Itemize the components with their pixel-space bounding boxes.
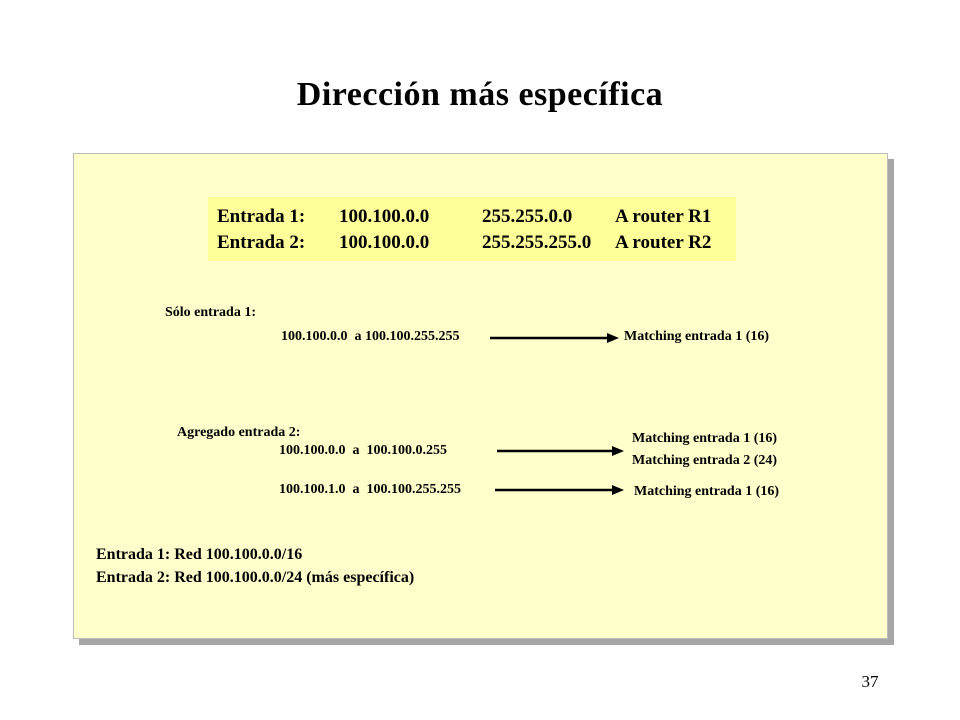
summary-line-2: Entrada 2: Red 100.100.0.0/24 (más específica) (96, 569, 415, 586)
entry-1-target: A router R1 (615, 206, 712, 227)
case1-range: 100.100.0.0 a 100.100.255.255 (281, 329, 460, 344)
case2-result-a2: Matching entrada 2 (24) (632, 453, 778, 468)
case2-arrow-b (495, 484, 625, 496)
case1-result: Matching entrada 1 (16) (624, 329, 770, 344)
entry-2-network: 100.100.0.0 (339, 232, 430, 253)
entry-1-label: Entrada 1: (217, 206, 306, 227)
entry-1-mask: 255.255.0.0 (482, 206, 573, 227)
summary-line-1: Entrada 1: Red 100.100.0.0/16 (96, 546, 303, 563)
case2-range-b: 100.100.1.0 a 100.100.255.255 (279, 482, 461, 497)
entry-2-mask: 255.255.255.0 (482, 232, 592, 253)
slide-title: Dirección más específica (296, 76, 664, 113)
entry-2-target: A router R2 (615, 232, 712, 253)
case1-arrow (490, 332, 620, 344)
entry-2-label: Entrada 2: (217, 232, 306, 253)
case1-heading: Sólo entrada 1: (165, 305, 256, 320)
page-number: 37 (861, 672, 879, 691)
case2-result-b: Matching entrada 1 (16) (634, 484, 780, 499)
case2-range-a: 100.100.0.0 a 100.100.0.255 (279, 443, 447, 458)
case2-result-a1: Matching entrada 1 (16) (632, 431, 778, 446)
case2-heading: Agregado entrada 2: (177, 425, 301, 440)
entry-1-network: 100.100.0.0 (339, 206, 430, 227)
case2-arrow-a (497, 445, 625, 457)
